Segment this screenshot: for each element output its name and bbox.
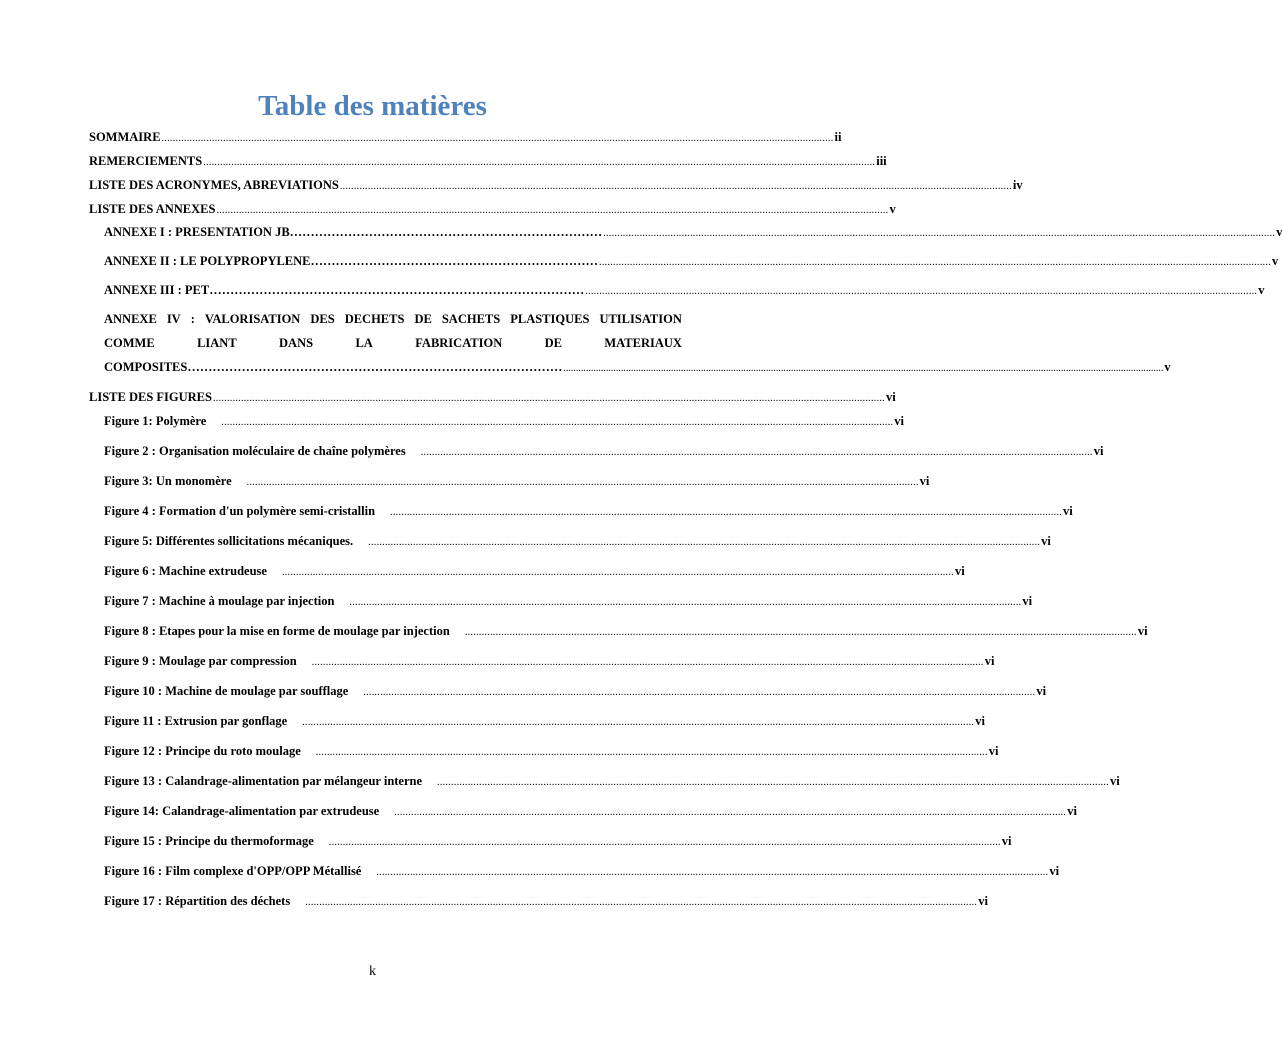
toc-entry-page: vi — [1036, 684, 1047, 698]
toc-entry-label: Figure 10 : Machine de moulage par soufflage — [104, 684, 349, 698]
annexe-4-word: DE — [414, 312, 432, 326]
dot-leader: ................................................................................................................................................................................................................................................ — [161, 133, 834, 144]
dot-leader: ................................................................................................................................................................................................................................................ — [349, 597, 1022, 608]
toc-entry-page: vi — [978, 894, 988, 908]
toc-entry-label: REMERCIEMENTS — [89, 154, 203, 168]
toc-entry-figure-11[interactable] — [104, 712, 985, 732]
dot-leader: ................................................................................................................................................................................................................................................ — [363, 687, 1036, 698]
dot-leader: ................................................................................................................................................................................................................................................ — [420, 447, 1093, 458]
toc-entry-page: ii — [834, 130, 842, 144]
toc-entry-page: iii — [876, 154, 887, 168]
page-title: Table des matières — [258, 90, 487, 122]
annexe-4-word: LIANT — [197, 336, 237, 350]
toc-entry-figure-13[interactable] — [104, 772, 1120, 792]
annexe-4-word: DECHETS — [344, 312, 405, 326]
dot-leader: ................................................................................................................................................................................................................................................ — [437, 777, 1110, 788]
toc-entry-page: vi — [1137, 624, 1148, 638]
toc-entry-figures[interactable] — [89, 388, 896, 408]
toc-entry-figure-1[interactable] — [104, 412, 905, 432]
toc-entry-label: Figure 8 : Etapes pour la mise en forme de moulage par injection — [104, 624, 450, 638]
toc-entry-label: ANNEXE I : PRESENTATION JB………………………………………………………………… — [104, 225, 603, 239]
toc-entry-page: vi — [1022, 594, 1033, 608]
dot-leader: ................................................................................................................................................................................................................................................ — [212, 393, 885, 404]
toc-entry-page: vi — [975, 714, 985, 728]
toc-entry-page: vi — [1049, 864, 1060, 878]
toc-entry-annexe-3[interactable] — [104, 281, 1265, 301]
toc-entry-label: Figure 2 : Organisation moléculaire de chaîne polymères — [104, 444, 406, 458]
dot-leader: ................................................................................................................................................................................................................................................ — [203, 157, 876, 168]
dot-leader: ................................................................................................................................................................................................................................................ — [599, 257, 1272, 268]
annexe-4-word: IV — [166, 312, 181, 326]
toc-entry-annexe-2[interactable] — [104, 252, 1279, 272]
annexe-4-word: LA — [355, 336, 373, 350]
toc-entry-page: vi — [894, 414, 905, 428]
dot-leader: ................................................................................................................................................................................................................................................ — [305, 897, 978, 908]
toc-entry-label: Figure 12 : Principe du roto moulage — [104, 744, 301, 758]
annexe-4-word: DE — [544, 336, 562, 350]
toc-entry-label: Figure 7 : Machine à moulage par injection — [104, 594, 335, 608]
toc-entry-label: LISTE DES ACRONYMES, ABREVIATIONS — [89, 178, 339, 192]
dot-leader: ................................................................................................................................................................................................................................................ — [221, 417, 894, 428]
toc-entry-figure-2[interactable] — [104, 442, 1104, 462]
toc-entry-figure-10[interactable] — [104, 682, 1047, 702]
dot-leader: ................................................................................................................................................................................................................................................ — [328, 837, 1001, 848]
annexe-4-line-1 — [104, 310, 682, 334]
toc-entry-label: Figure 15 : Principe du thermoformage — [104, 834, 314, 848]
toc-entry-figure-16[interactable] — [104, 862, 1060, 882]
toc-entry-label: Figure 13 : Calandrage-alimentation par mélangeur interne — [104, 774, 423, 788]
toc-entry-label: COMPOSITES……………………………………………………………………………… — [104, 360, 563, 374]
annexe-4-word: MATERIAUX — [604, 336, 682, 350]
dot-leader: ................................................................................................................................................................................................................................................ — [603, 228, 1276, 239]
dot-leader: ................................................................................................................................................................................................................................................ — [281, 567, 954, 578]
toc-entry-label: Figure 3: Un monomère — [104, 474, 232, 488]
toc-entry-figure-6[interactable] — [104, 562, 965, 582]
toc-entry-page: vi — [1067, 804, 1077, 818]
toc-entry-page: vi — [919, 474, 930, 488]
toc-entry-label: Figure 5: Différentes sollicitations mécaniques. — [104, 534, 354, 548]
toc-entry-figure-5[interactable] — [104, 532, 1051, 552]
toc-entry-figure-15[interactable] — [104, 832, 1012, 852]
toc-entry-page: v — [1276, 225, 1282, 239]
dot-leader: ................................................................................................................................................................................................................................................ — [368, 537, 1041, 548]
toc-entry-label: Figure 9 : Moulage par compression — [104, 654, 297, 668]
toc-entry-label: Figure 6 : Machine extrudeuse — [104, 564, 267, 578]
toc-entry-figure-4[interactable] — [104, 502, 1073, 522]
dot-leader: ................................................................................................................................................................................................................................................ — [563, 363, 1164, 374]
annexe-4-word: DES — [310, 312, 335, 326]
toc-entry-page: vi — [1001, 834, 1012, 848]
toc-entry-page: vi — [984, 654, 995, 668]
dot-leader: ................................................................................................................................................................................................................................................ — [339, 181, 1012, 192]
toc-entry-label: Figure 4 : Formation d'un polymère semi-cristallin — [104, 504, 376, 518]
toc-entry-label: ANNEXE II : LE POLYPROPYLENE…………………………………………………………… — [104, 254, 599, 268]
annexe-4-line-3 — [104, 358, 1171, 382]
toc-entry-page: vi — [1041, 534, 1051, 548]
dot-leader: ................................................................................................................................................................................................................................................ — [302, 717, 975, 728]
annexe-4-word: UTILISATION — [599, 312, 682, 326]
toc-entry-page: iv — [1012, 178, 1023, 192]
dot-leader: ................................................................................................................................................................................................................................................ — [216, 205, 889, 216]
toc-entry-label: Figure 17 : Répartition des déchets — [104, 894, 291, 908]
dot-leader: ................................................................................................................................................................................................................................................ — [394, 807, 1067, 818]
toc-entry-label: Figure 1: Polymère — [104, 414, 207, 428]
annexe-4-word: SACHETS — [441, 312, 501, 326]
toc-entry-label: SOMMAIRE — [89, 130, 161, 144]
toc-entry-label: Figure 14: Calandrage-alimentation par extrudeuse — [104, 804, 380, 818]
toc-entry-page: vi — [885, 390, 896, 404]
annexe-4-word: DANS — [279, 336, 314, 350]
annexe-4-word: : — [190, 312, 195, 326]
annexe-4-line-2 — [104, 334, 682, 358]
toc-entry-annexes[interactable] — [89, 200, 896, 220]
toc-entry-label: Figure 11 : Extrusion par gonflage — [104, 714, 288, 728]
toc-entry-remerciements[interactable] — [89, 152, 887, 172]
toc-entry-page: vi — [1110, 774, 1120, 788]
toc-entry-figure-14[interactable] — [104, 802, 1077, 822]
toc-entry-label: LISTE DES ANNEXES — [89, 202, 216, 216]
toc-entry-page: vi — [988, 744, 999, 758]
dot-leader: ................................................................................................................................................................................................................................................ — [585, 286, 1258, 297]
dot-leader: ................................................................................................................................................................................................................................................ — [464, 627, 1137, 638]
dot-leader: ................................................................................................................................................................................................................................................ — [311, 657, 984, 668]
toc-entry-sommaire[interactable] — [89, 128, 842, 148]
toc-entry-label: Figure 16 : Film complexe d'OPP/OPP Métallisé — [104, 864, 362, 878]
dot-leader: ................................................................................................................................................................................................................................................ — [246, 477, 919, 488]
toc-entry-label: LISTE DES FIGURES — [89, 390, 212, 404]
page-number-footer: k — [369, 964, 376, 979]
toc-entry-page: v — [1164, 360, 1171, 374]
toc-entry-label: ANNEXE III : PET……………………………………………………………………………… — [104, 283, 585, 297]
dot-leader: ................................................................................................................................................................................................................................................ — [376, 867, 1049, 878]
dot-leader: ................................................................................................................................................................................................................................................ — [315, 747, 988, 758]
toc-entry-acronymes[interactable] — [89, 176, 1023, 196]
toc-entry-page: v — [889, 202, 896, 216]
toc-entry-page: v — [1272, 254, 1279, 268]
toc-entry-figure-17[interactable] — [104, 892, 988, 912]
dot-leader: ................................................................................................................................................................................................................................................ — [390, 507, 1063, 518]
toc-entry-figure-9[interactable] — [104, 652, 995, 672]
annexe-4-word: VALORISATION — [204, 312, 301, 326]
toc-entry-page: vi — [1093, 444, 1104, 458]
toc-entry-page: vi — [1063, 504, 1073, 518]
annexe-4-word: COMME — [104, 336, 155, 350]
annexe-4-word: FABRICATION — [415, 336, 503, 350]
toc-entry-annexe-4[interactable] — [104, 310, 1171, 382]
annexe-4-word: ANNEXE — [104, 312, 157, 326]
toc-entry-annexe-1[interactable] — [104, 223, 1282, 243]
toc-entry-figure-12[interactable] — [104, 742, 999, 762]
toc-entry-page: v — [1258, 283, 1265, 297]
toc-entry-figure-3[interactable] — [104, 472, 930, 492]
annexe-4-word: PLASTIQUES — [510, 312, 590, 326]
toc-entry-figure-8[interactable] — [104, 622, 1148, 642]
toc-entry-page: vi — [954, 564, 965, 578]
toc-entry-figure-7[interactable] — [104, 592, 1033, 612]
